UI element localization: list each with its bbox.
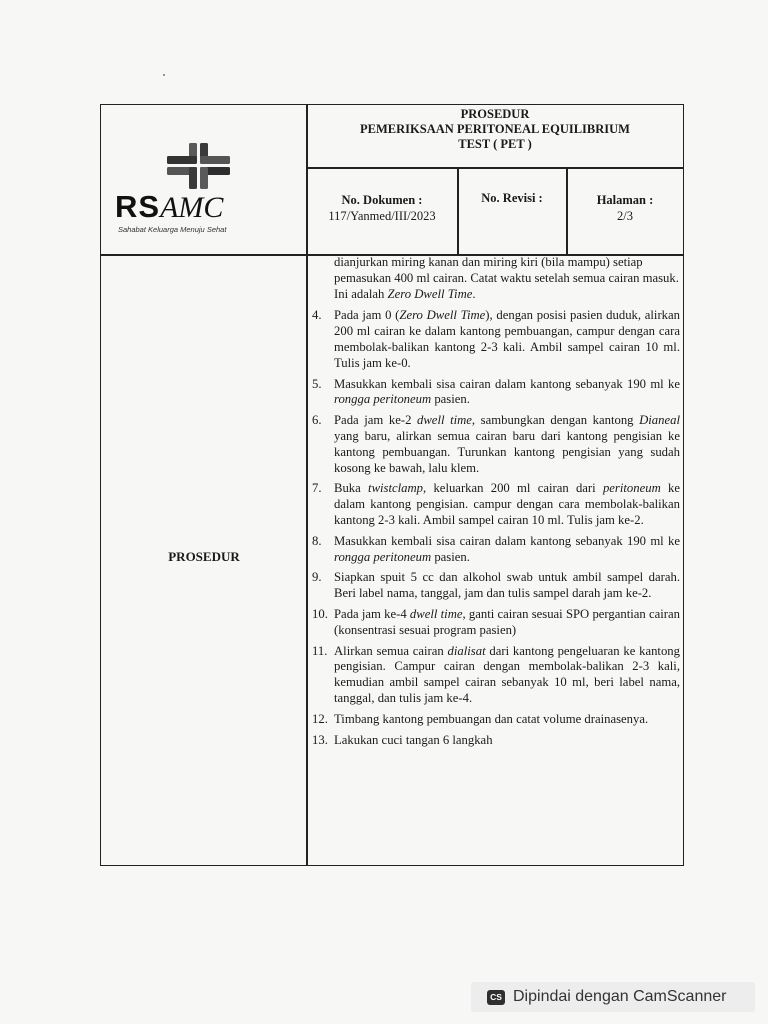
step-text: Siapkan spuit 5 cc dan alkohol swab untuk ambil sampel darah. Beri label nama, tanggal, jam dan tulis sampel darah jam ke-2.: [334, 570, 680, 601]
step-number: 4.: [312, 308, 322, 323]
page-cell: [567, 169, 683, 255]
scan-speck: [163, 74, 165, 76]
step-number: 11.: [312, 643, 328, 658]
step-number: 12.: [312, 711, 328, 726]
procedure-step: [312, 534, 680, 566]
step-text: Pada jam ke-2 dwell time, sambungkan dengan kantong Dianeal yang baru, alirkan semua cairan baru dari kantong pengisian ke kantong pembuangan. Turunkan kantong pengisian yang sudah kosong ke bawah, lalu klem.: [334, 413, 680, 475]
camscanner-watermark: [471, 982, 755, 1012]
doc-number-cell: [307, 169, 457, 255]
procedure-step: [312, 644, 680, 707]
procedure-step: [312, 570, 680, 602]
procedure-step: [312, 481, 680, 528]
step-number: 13.: [312, 732, 328, 747]
doc-number-label: No. Dokumen :: [341, 193, 423, 207]
step-number: 10.: [312, 606, 328, 621]
revision-label: No. Revisi :: [481, 191, 543, 205]
camscanner-logo-icon: CS: [487, 990, 505, 1005]
step-text: Pada jam 0 (Zero Dwell Time), dengan posisi pasien duduk, alirkan 200 ml cairan ke dalam kantong pembuangan, campur dengan cara membolak-balikan kantong 2-3 kali. Ambil sampel cairan 10 ml. Tulis jam ke-0.: [334, 308, 680, 370]
logo-wordmark: RSAMC: [115, 189, 224, 224]
procedure-step: [312, 413, 680, 476]
steps-list: [312, 308, 680, 748]
step-text: Buka twistclamp, keluarkan 200 ml cairan dari peritoneum ke dalam kantong pengisian. campur dengan cara membolak-balikan kantong 2-3 kali. Ambil sampel cairan 10 ml. Tulis jam ke-2.: [334, 481, 680, 527]
logo-tagline: Sahabat Keluarga Menuju Sehat: [118, 225, 227, 234]
procedure-step: [312, 733, 680, 749]
step-number: 7.: [312, 481, 322, 496]
page-label: Halaman :: [596, 193, 654, 207]
section-label: PROSEDUR: [168, 549, 240, 564]
procedure-document: [100, 104, 684, 866]
title-line-1: PROSEDUR: [460, 107, 530, 121]
document-title: [307, 105, 683, 169]
page-value: 2/3: [617, 209, 633, 223]
step-text: Pada jam ke-4 dwell time, ganti cairan sesuai SPO pergantian cairan (konsentrasi sesuai program pasien): [334, 606, 680, 637]
step-text: Masukkan kembali sisa cairan dalam kantong sebanyak 190 ml ke rongga peritoneum pasien.: [334, 376, 680, 407]
title-line-3: TEST ( PET ): [458, 137, 532, 151]
procedure-step: [312, 607, 680, 639]
revision-cell: [458, 169, 566, 255]
cross-logo-icon: [167, 143, 231, 191]
title-line-2: PEMERIKSAAN PERITONEAL EQUILIBRIUM: [360, 122, 630, 136]
step-text: Lakukan cuci tangan 6 langkah: [334, 732, 493, 747]
camscanner-text: Dipindai dengan CamScanner: [513, 988, 727, 1005]
procedure-steps: [312, 255, 680, 753]
step-number: 9.: [312, 570, 322, 585]
hospital-logo: [101, 105, 307, 255]
step-number: 8.: [312, 533, 322, 548]
continuation-text: dianjurkan miring kanan dan miring kiri (bila mampu) setiap pemasukan 400 ml cairan. Catat waktu setelah semua cairan masuk. Ini adalah Zero Dwell Time.: [334, 255, 679, 301]
step-number: 5.: [312, 376, 322, 391]
step-text: Masukkan kembali sisa cairan dalam kantong sebanyak 190 ml ke rongga peritoneum pasien.: [334, 533, 680, 564]
procedure-step: [312, 377, 680, 409]
step-number: 6.: [312, 413, 322, 428]
procedure-step: [312, 712, 680, 728]
procedure-step: [312, 308, 680, 371]
step-text: Timbang kantong pembuangan dan catat volume drainasenya.: [334, 711, 649, 726]
step-text: Alirkan semua cairan dialisat dari kantong pengeluaran ke kantong pengisian. Campur cairan dengan membolak-balikan 2-3 kali, kemudian ambil sampel cairan sebanyak 10 ml, beri label nama, tanggal, dan tulis jam ke-4.: [334, 643, 680, 705]
doc-number-value: 117/Yanmed/III/2023: [328, 209, 436, 223]
